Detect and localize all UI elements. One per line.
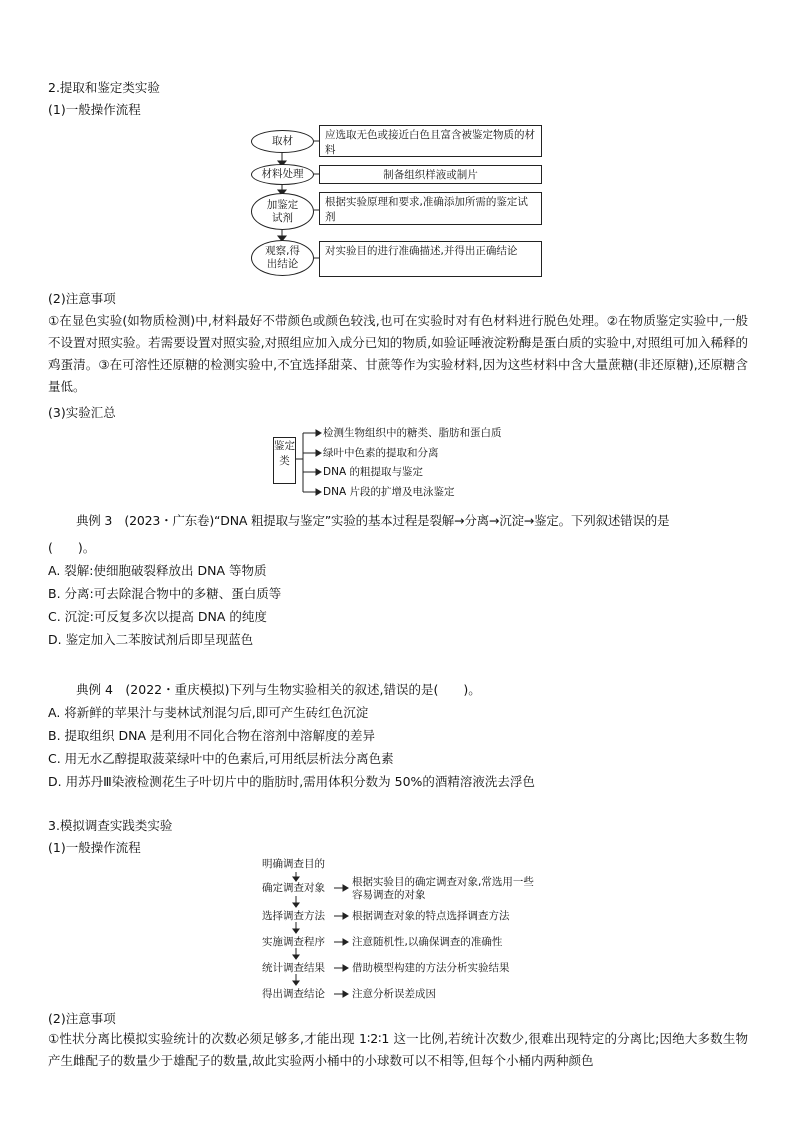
summary-bracket <box>296 430 321 495</box>
flow2-step-2: 确定调查对象 <box>262 882 325 894</box>
section2-flow-heading: (1)一般操作流程 <box>48 102 141 117</box>
flow2-step-4: 实施调查程序 <box>262 936 325 948</box>
example3-option-d: D. 鉴定加入二苯胺试剂后即呈现蓝色 <box>48 632 254 647</box>
example3-stem: 典例 3 (2023・广东卷)“DNA 粗提取与鉴定”实验的基本过程是裂解→分离→沉淀→鉴定。下列叙述错误的是 <box>76 513 670 528</box>
flow1-step-1: 取材 <box>251 130 314 153</box>
section3-flow-heading: (1)一般操作流程 <box>48 840 141 855</box>
flow2-desc-4: 注意随机性,以确保调查的准确性 <box>352 936 503 948</box>
flow1-step-2: 材料处理 <box>251 164 314 185</box>
flow1-desc-3: 根据实验原理和要求,准确添加所需的鉴定试剂 <box>319 192 542 225</box>
example3-option-b: B. 分离:可去除混合物中的多糖、蛋白质等 <box>48 586 282 601</box>
flow2-step-1: 明确调查目的 <box>262 858 325 870</box>
example3-option-c: C. 沉淀:可反复多次以提高 DNA 的纯度 <box>48 609 267 624</box>
flow2-step-6: 得出调查结论 <box>262 988 325 1000</box>
summary-item-3: DNA 的粗提取与鉴定 <box>323 466 423 478</box>
example4-option-d: D. 用苏丹Ⅲ染液检测花生子叶切片中的脂肪时,需用体积分数为 50%的酒精溶液洗去浮色 <box>48 774 535 789</box>
flow2-step-3: 选择调查方法 <box>262 910 325 922</box>
section2-summary-heading: (3)实验汇总 <box>48 405 116 420</box>
flow2-desc-6: 注意分析误差成因 <box>352 988 436 1000</box>
example4-stem: 典例 4 (2022・重庆模拟)下列与生物实验相关的叙述,错误的是( )。 <box>76 682 481 697</box>
flow2-step-5: 统计调查结果 <box>262 962 325 974</box>
example4-option-b: B. 提取组织 DNA 是利用不同化合物在溶剂中溶解度的差异 <box>48 728 375 743</box>
example3-option-a: A. 裂解:使细胞破裂释放出 DNA 等物质 <box>48 563 267 578</box>
flow1-desc-1: 应选取无色或接近白色且富含被鉴定物质的材料 <box>319 125 542 157</box>
flow1-step-3: 加鉴定试剂 <box>251 193 314 230</box>
summary-label: 鉴定类 <box>273 437 296 484</box>
example4-option-c: C. 用无水乙醇提取菠菜绿叶中的色素后,可用纸层析法分离色素 <box>48 751 394 766</box>
section2-notes-heading: (2)注意事项 <box>48 291 116 306</box>
flow2-desc-5: 借助模型构建的方法分析实验结果 <box>352 962 510 974</box>
flow1-desc-2: 制备组织样液或制片 <box>319 165 542 184</box>
flow2-desc-2: 根据实验目的确定调查对象,常选用一些容易调查的对象 <box>352 876 534 901</box>
summary-item-1: 检测生物组织中的糖类、脂肪和蛋白质 <box>323 427 502 439</box>
flow2-desc-3: 根据调查对象的特点选择调查方法 <box>352 910 510 922</box>
example4-option-a: A. 将新鲜的苹果汁与斐林试剂混匀后,即可产生砖红色沉淀 <box>48 705 369 720</box>
flow1-step-4: 观察,得出结论 <box>251 240 314 276</box>
section2-title: 2.提取和鉴定类实验 <box>48 80 160 95</box>
section3-notes: ①性状分离比模拟实验统计的次数必须足够多,才能出现 1∶2∶1 这一比例,若统计次数少,很难出现特定的分离比;因绝大多数生物产生雌配子的数量少于雄配子的数量,故此实验两小桶中的小球数可以不相等,但每个小桶内两种颜色 <box>48 1031 748 1068</box>
summary-item-2: 绿叶中色素的提取和分离 <box>323 447 439 459</box>
section3-notes-heading: (2)注意事项 <box>48 1011 116 1026</box>
flow1-desc-4: 对实验目的进行准确描述,并得出正确结论 <box>319 241 542 277</box>
section2-notes: ①在显色实验(如物质检测)中,材料最好不带颜色或颜色较浅,也可在实验时对有色材料进行脱色处理。②在物质鉴定实验中,一般不设置对照实验。若需要设置对照实验,对照组应加入成分已知的物质,如验证唾液淀粉酶是蛋白质的实验中,对照组可加入稀释的鸡蛋清。③在可溶性还原糖的检测实验中,不宜选择甜菜、甘蔗等作为实验材料,因为这些材料中含大量蔗糖(非还原糖),还原糖含量低。 <box>48 313 748 394</box>
section3-title: 3.模拟调查实践类实验 <box>48 818 173 833</box>
example3-blank: ( )。 <box>48 540 96 555</box>
summary-item-4: DNA 片段的扩增及电泳鉴定 <box>323 486 455 498</box>
